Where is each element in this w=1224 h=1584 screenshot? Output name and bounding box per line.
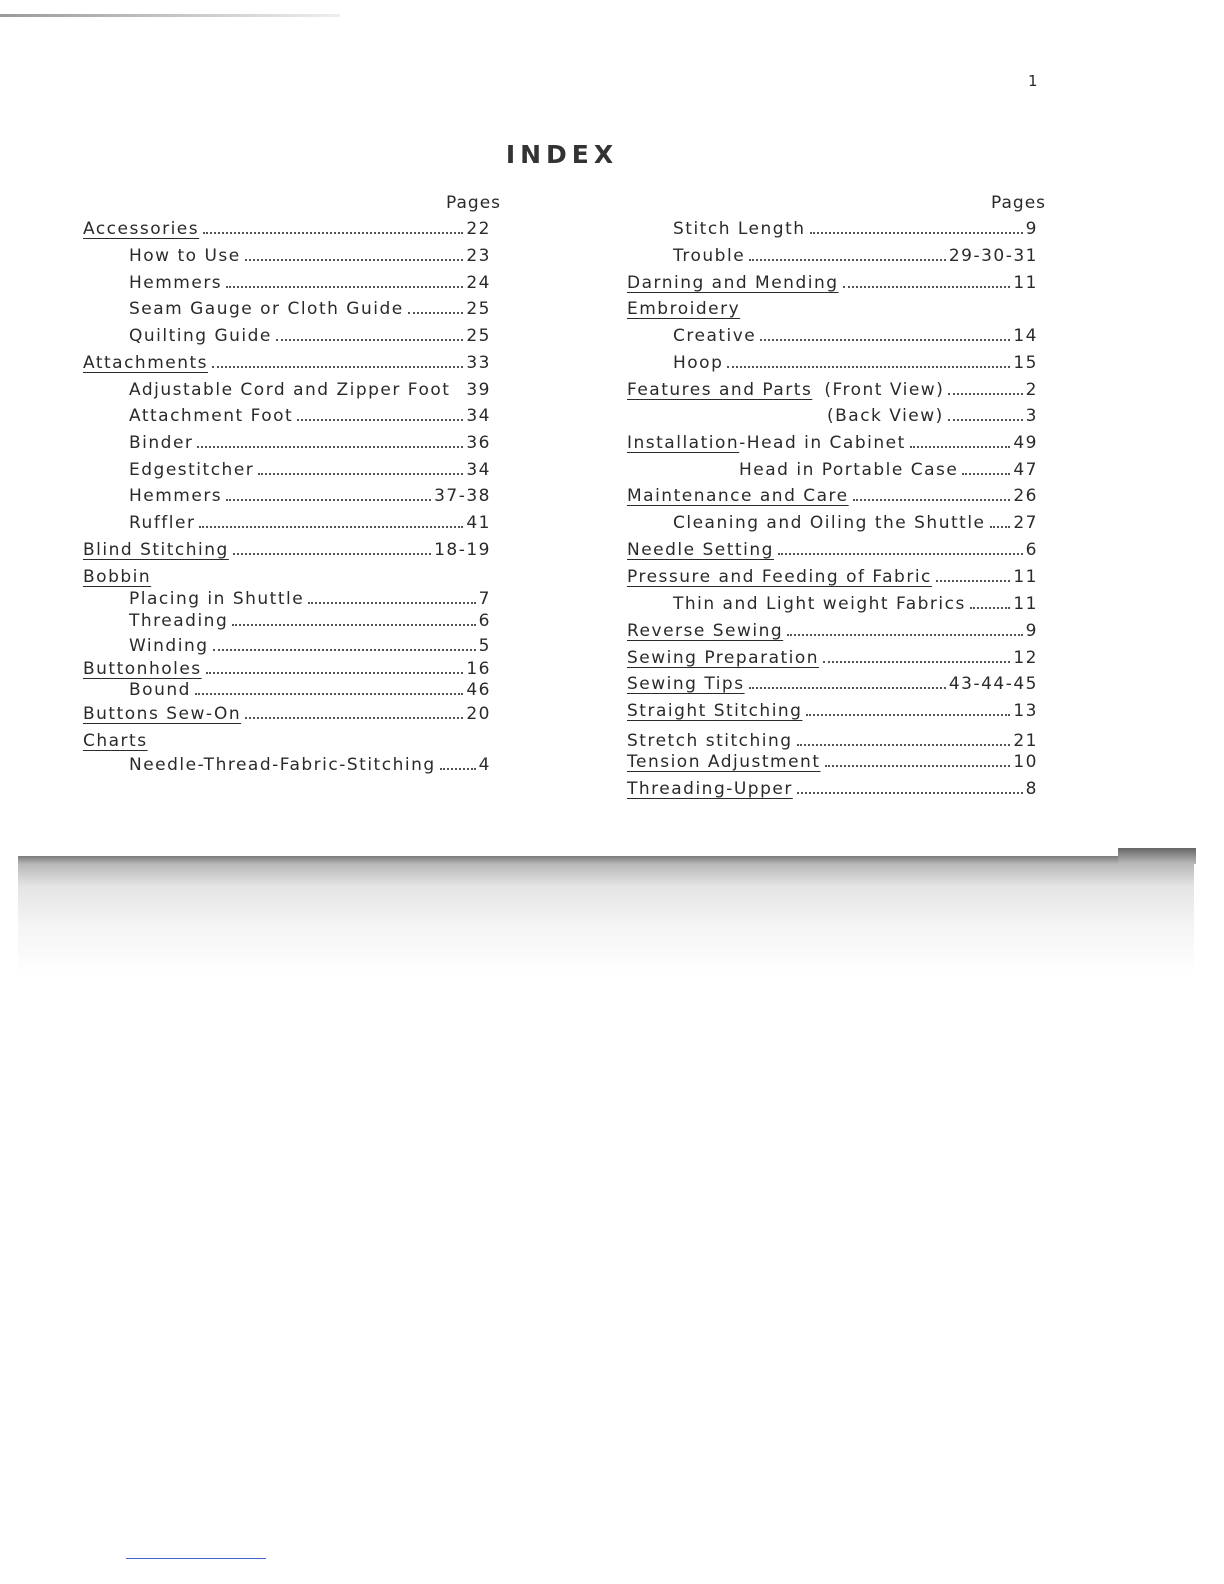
entry-page-number: 22 (466, 219, 491, 239)
dot-leader (749, 687, 946, 689)
entry-page-number: 9 (1025, 621, 1038, 641)
entry-label: Installation (627, 433, 740, 453)
page-number: 1 (1028, 72, 1038, 90)
dot-leader (843, 286, 1011, 288)
entry-page-number: 39 (466, 380, 491, 400)
entry-label: Buttons Sew-On (83, 704, 242, 724)
entry-label: Needle-Thread-Fabric-Stitching (129, 755, 436, 775)
entry-page-number: 8 (1025, 779, 1038, 799)
entry-label: (Back View) (827, 406, 944, 426)
entry-page-number: 9 (1025, 219, 1038, 239)
dot-leader (195, 693, 463, 695)
index-entry (627, 648, 1038, 670)
scan-shadow-band (18, 856, 1194, 976)
dot-leader (213, 649, 476, 651)
entry-sub-label: (Front View) (824, 380, 945, 400)
dot-leader (749, 259, 946, 261)
entry-label: Charts (83, 731, 148, 751)
dot-leader (760, 339, 1010, 341)
index-entry (673, 594, 1038, 616)
entry-label: Cleaning and Oiling the Shuttle (673, 513, 986, 533)
index-entry (129, 460, 491, 482)
index-entry (83, 567, 491, 589)
entry-page-number: 25 (466, 326, 491, 346)
entry-page-number: 46 (466, 680, 491, 700)
index-entry (673, 219, 1038, 241)
index-entry (129, 246, 491, 268)
entry-label: Sewing Tips (627, 674, 745, 694)
entry-page-number: 34 (466, 460, 491, 480)
entry-page-number: 10 (1013, 752, 1038, 772)
entry-label: Edgestitcher (129, 460, 255, 480)
index-entry (627, 621, 1038, 643)
index-entry (627, 540, 1038, 562)
entry-sub-label: -Head in Cabinet (739, 433, 906, 453)
index-entry (129, 406, 491, 428)
entry-label: Accessories (83, 219, 200, 239)
index-entry (673, 246, 1038, 268)
dot-leader (440, 768, 476, 770)
entry-label: Needle Setting (627, 540, 774, 560)
entry-page-number: 13 (1013, 701, 1038, 721)
index-entry (129, 680, 491, 702)
dot-leader (197, 446, 463, 448)
entry-page-number: 21 (1013, 731, 1038, 751)
entry-page-number: 2 (1025, 380, 1038, 400)
index-entry (627, 731, 1038, 753)
index-entry (627, 567, 1038, 589)
index-entry (673, 326, 1038, 348)
dot-leader (727, 366, 1010, 368)
entry-label: Winding (129, 636, 209, 656)
entry-page-number: 27 (1013, 513, 1038, 533)
dot-leader (990, 526, 1011, 528)
entry-page-number: 7 (478, 589, 491, 609)
dot-leader (787, 634, 1022, 636)
dot-leader (910, 446, 1011, 448)
scan-edge-bottom (126, 1558, 266, 1559)
entry-label: Pressure and Feeding of Fabric (627, 567, 932, 587)
dot-leader (206, 672, 464, 674)
index-entry (83, 353, 491, 375)
dot-leader (823, 661, 1010, 663)
dot-leader (233, 553, 431, 555)
entry-page-number: 33 (466, 353, 491, 373)
entry-label: Trouble (673, 246, 746, 266)
dot-leader (258, 473, 463, 475)
entry-label: Hemmers (129, 273, 223, 293)
entry-page-number: 34 (466, 406, 491, 426)
dot-leader (226, 499, 431, 501)
dot-leader (962, 473, 1010, 475)
entry-label: Sewing Preparation (627, 648, 820, 668)
index-entry (129, 513, 491, 535)
entry-page-number: 18-19 (434, 540, 491, 560)
dot-leader (245, 259, 464, 261)
entry-page-number: 41 (466, 513, 491, 533)
index-entry (627, 299, 1038, 321)
index-entry (129, 611, 491, 633)
entry-page-number: 29-30-31 (948, 246, 1038, 266)
entry-label: Stitch Length (673, 219, 806, 239)
scan-shadow-corner (1118, 848, 1196, 864)
index-title: INDEX (505, 140, 619, 169)
entry-label: Reverse Sewing (627, 621, 784, 641)
entry-label: Features and Parts (627, 380, 813, 400)
entry-label: Darning and Mending (627, 273, 839, 293)
entry-label: Head in Portable Case (739, 460, 959, 480)
entry-label: Thin and Light weight Fabrics (673, 594, 966, 614)
index-entry (827, 406, 1038, 428)
dot-leader (212, 366, 463, 368)
index-entry (129, 299, 491, 321)
entry-page-number: 11 (1013, 594, 1038, 614)
entry-label: Creative (673, 326, 757, 346)
entry-page-number: 16 (466, 659, 491, 679)
entry-page-number: 23 (466, 246, 491, 266)
entry-label: Stretch stitching (627, 731, 793, 751)
entry-page-number: 37-38 (434, 486, 491, 506)
entry-page-number: 6 (478, 611, 491, 631)
index-entry (129, 486, 491, 508)
entry-page-number: 4 (478, 755, 491, 775)
index-entry (83, 540, 491, 562)
entry-label: Binder (129, 433, 194, 453)
dot-leader (825, 765, 1011, 767)
index-entry (627, 752, 1038, 774)
entry-page-number: 6 (1025, 540, 1038, 560)
entry-label: Seam Gauge or Cloth Guide (129, 299, 404, 319)
entry-label: Adjustable Cord and Zipper Foot (129, 380, 451, 400)
entry-page-number: 26 (1013, 486, 1038, 506)
entry-label: Bobbin (83, 567, 152, 587)
dot-leader (936, 580, 1010, 582)
index-entry (673, 513, 1038, 535)
entry-page-number: 43-44-45 (948, 674, 1038, 694)
dot-leader (853, 499, 1011, 501)
entry-label: Threading (129, 611, 229, 631)
index-entry (129, 589, 491, 611)
entry-page-number: 14 (1013, 326, 1038, 346)
dot-leader (806, 714, 1010, 716)
entry-label: Ruffler (129, 513, 196, 533)
entry-page-number: 11 (1013, 567, 1038, 587)
dot-leader (948, 419, 1023, 421)
entry-label: Threading-Upper (627, 779, 793, 799)
index-entry (83, 219, 491, 241)
dot-leader (797, 744, 1011, 746)
index-entry (739, 460, 1038, 482)
entry-label: Maintenance and Care (627, 486, 849, 506)
right-pages-header: Pages (991, 193, 1047, 213)
entry-label: Hemmers (129, 486, 223, 506)
index-entry (129, 326, 491, 348)
index-entry (627, 779, 1038, 801)
index-entry (627, 701, 1038, 723)
index-entry (627, 273, 1038, 295)
dot-leader (232, 624, 475, 626)
entry-page-number: 3 (1025, 406, 1038, 426)
index-entry (83, 731, 491, 753)
index-entry (83, 704, 491, 726)
dot-leader (245, 717, 463, 719)
entry-label: Bound (129, 680, 191, 700)
entry-page-number: 11 (1013, 273, 1038, 293)
index-entry (627, 380, 1038, 402)
entry-label: Attachments (83, 353, 209, 373)
entry-label: Attachment Foot (129, 406, 294, 426)
entry-page-number: 49 (1013, 433, 1038, 453)
index-entry (129, 380, 491, 402)
index-entry (627, 674, 1038, 696)
entry-label: How to Use (129, 246, 241, 266)
index-entry (83, 659, 491, 681)
dot-leader (276, 339, 463, 341)
entry-label: Blind Stitching (83, 540, 229, 560)
entry-page-number: 20 (466, 704, 491, 724)
dot-leader (199, 526, 463, 528)
entry-page-number: 12 (1013, 648, 1038, 668)
entry-label: Straight Stitching (627, 701, 803, 721)
dot-leader (948, 393, 1022, 395)
index-entry (129, 273, 491, 295)
entry-page-number: 5 (478, 636, 491, 656)
index-entry (673, 353, 1038, 375)
index-entry (129, 755, 491, 777)
entry-label: Quilting Guide (129, 326, 272, 346)
entry-label: Placing in Shuttle (129, 589, 305, 609)
entry-page-number: 25 (466, 299, 491, 319)
entry-page-number: 15 (1013, 353, 1038, 373)
dot-leader (810, 232, 1023, 234)
index-entry (627, 486, 1038, 508)
dot-leader (797, 792, 1023, 794)
entry-label: Buttonholes (83, 659, 202, 679)
entry-page-number: 24 (466, 273, 491, 293)
entry-label: Embroidery (627, 299, 741, 319)
index-entry (627, 433, 1038, 455)
entry-page-number: 36 (466, 433, 491, 453)
dot-leader (297, 419, 463, 421)
entry-label: Hoop (673, 353, 724, 373)
scan-edge-top (0, 14, 340, 17)
entry-page-number: 47 (1013, 460, 1038, 480)
dot-leader (778, 553, 1023, 555)
dot-leader (308, 602, 475, 604)
dot-leader (203, 232, 463, 234)
dot-leader (970, 607, 1011, 609)
dot-leader (226, 286, 463, 288)
entry-label: Tension Adjustment (627, 752, 821, 772)
index-entry (129, 433, 491, 455)
index-entry (129, 636, 491, 658)
dot-leader (408, 312, 464, 314)
left-pages-header: Pages (446, 193, 502, 213)
